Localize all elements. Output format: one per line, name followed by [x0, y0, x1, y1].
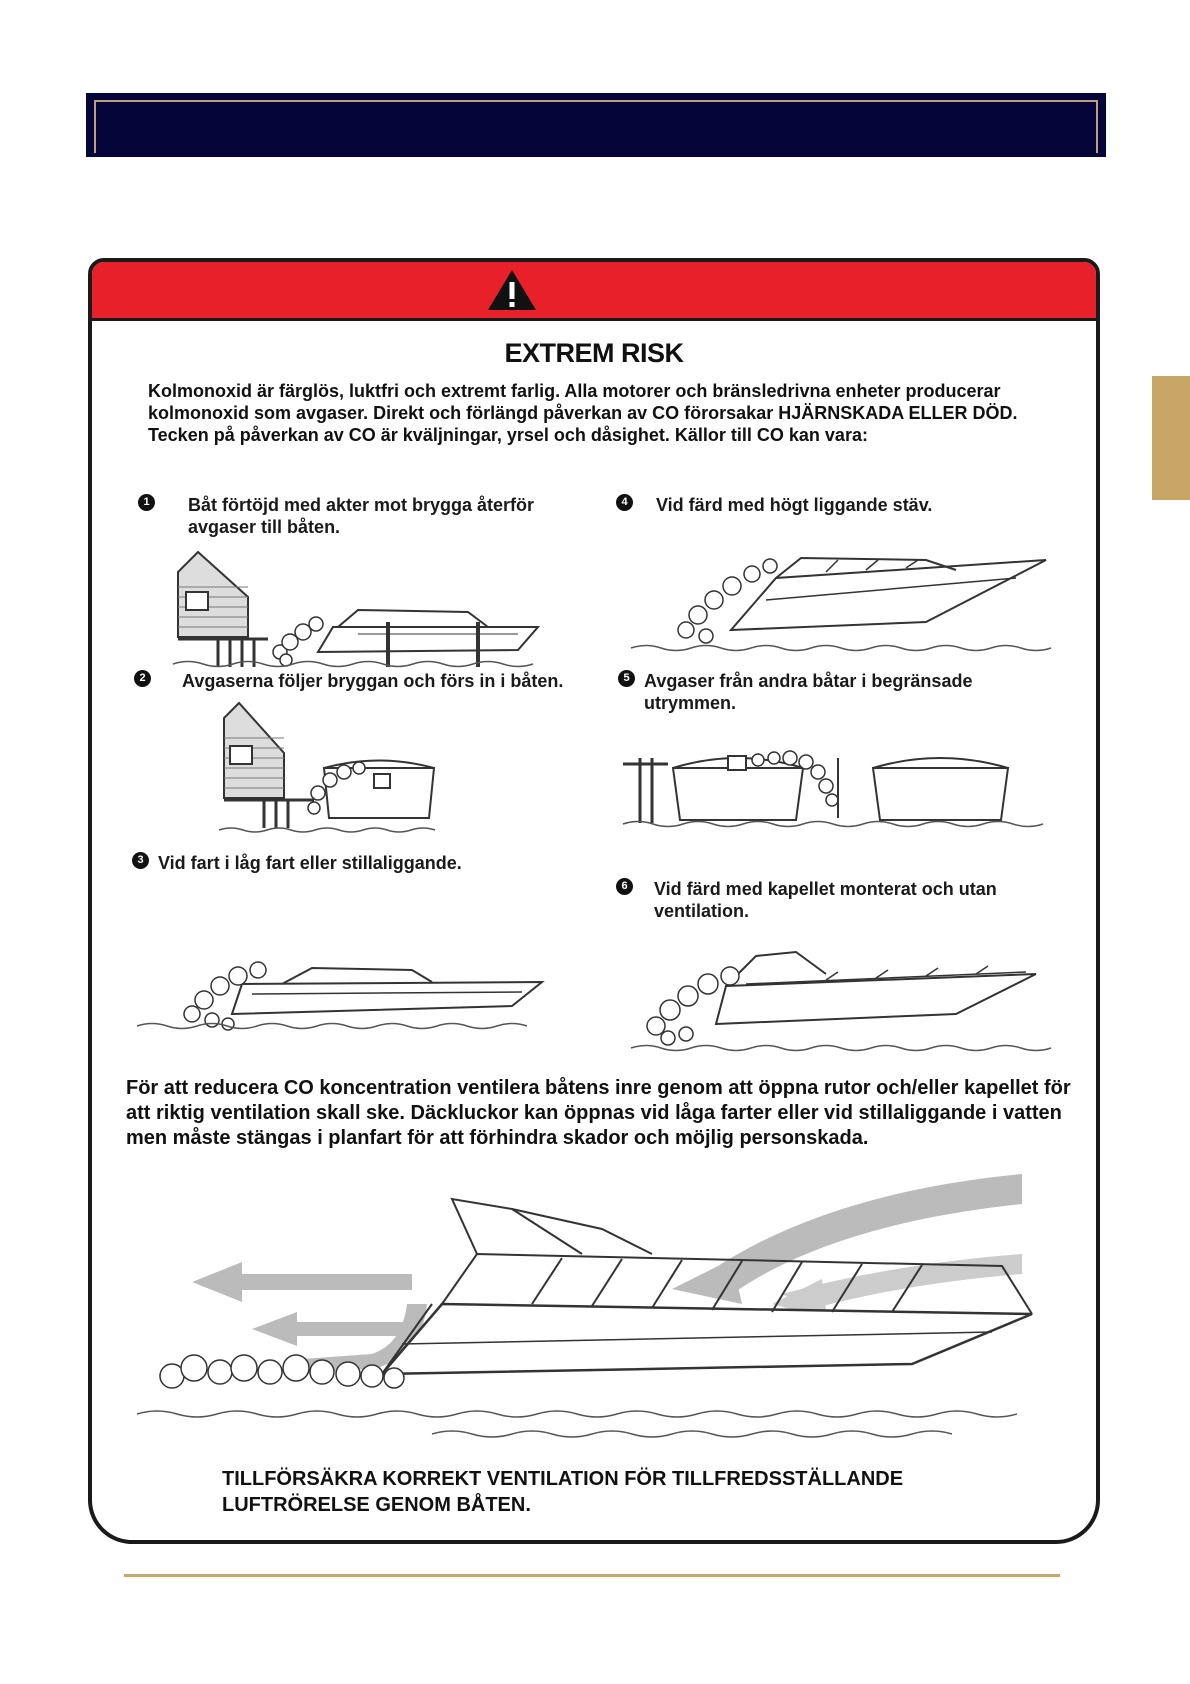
- ventilation-footer-note: TILLFÖRSÄKRA KORREKT VENTILATION FÖR TILLFREDSSTÄLLANDE LUFTRÖRELSE GENOM BÅTEN.: [222, 1468, 904, 1516]
- idling-boat-illustration: [132, 934, 552, 1044]
- canopy-boat-illustration: [626, 934, 1056, 1064]
- source-number-4: 4: [616, 494, 633, 511]
- header-bar: [86, 93, 1106, 157]
- source-number-2: 2: [134, 670, 151, 687]
- source-number-5: 5: [618, 670, 635, 687]
- source-caption-2: Avgaserna följer bryggan och förs in i båten.: [182, 671, 564, 691]
- source-item-4: [616, 494, 1076, 664]
- source-item-2: [134, 670, 594, 835]
- bottom-rule: [124, 1574, 1060, 1577]
- source-number-3: 3: [132, 852, 149, 869]
- source-caption-6: Vid färd med kapellet monterat och utan ventilation.: [654, 879, 997, 921]
- ventilation-instructions: För att reducera CO koncentration ventilera båtens inre genom att öppna rutor och/eller kapellet för att riktig ventilation skall ske. Däckluckor kan öppnas vid låga farter eller vid stillaliggande i vatten men måste stängas i planfart för att förhindra skador och möjlig personskada.: [126, 1077, 1071, 1149]
- section-tab: [1152, 376, 1190, 500]
- warning-intro: Kolmonoxid är färglös, luktfri och extremt farlig. Alla motorer och bränsledrivna enheter producerar kolmonoxid som avgaser. Direkt och förlängd påverkan av CO förorsakar HJÄRNSKADA ELLER DÖD. Tecken på påverkan av CO är kväljningar, yrsel och dåsighet. Källor till CO kan vara:: [148, 381, 1018, 445]
- source-caption-4: Vid färd med högt liggande stäv.: [656, 495, 933, 515]
- source-number-6: 6: [616, 878, 633, 895]
- source-item-6: [616, 878, 1076, 1068]
- source-caption-1: Båt förtöjd med akter mot brygga återför avgaser till båten.: [188, 495, 535, 537]
- warning-title: EXTREM RISK: [504, 338, 684, 368]
- two-boats-illustration: [618, 728, 1048, 838]
- warning-band: [92, 262, 1096, 321]
- source-item-1: [138, 494, 578, 664]
- source-item-5: [618, 670, 1078, 840]
- source-caption-3: Vid fart i låg fart eller stillaliggande.: [158, 853, 462, 873]
- source-number-1: 1: [138, 494, 155, 511]
- ventilation-airflow-illustration: [132, 1154, 1062, 1454]
- header-bar-frame: [94, 100, 1098, 153]
- dock-exhaust-illustration: [214, 698, 454, 838]
- warning-panel: [88, 258, 1100, 1544]
- warning-triangle-icon: [486, 268, 538, 312]
- source-item-3: [132, 852, 592, 1052]
- high-bow-boat-illustration: [626, 530, 1056, 660]
- source-caption-5: Avgaser från andra båtar i begränsade utrymmen.: [644, 671, 973, 713]
- boat-at-dock-illustration: [168, 542, 568, 672]
